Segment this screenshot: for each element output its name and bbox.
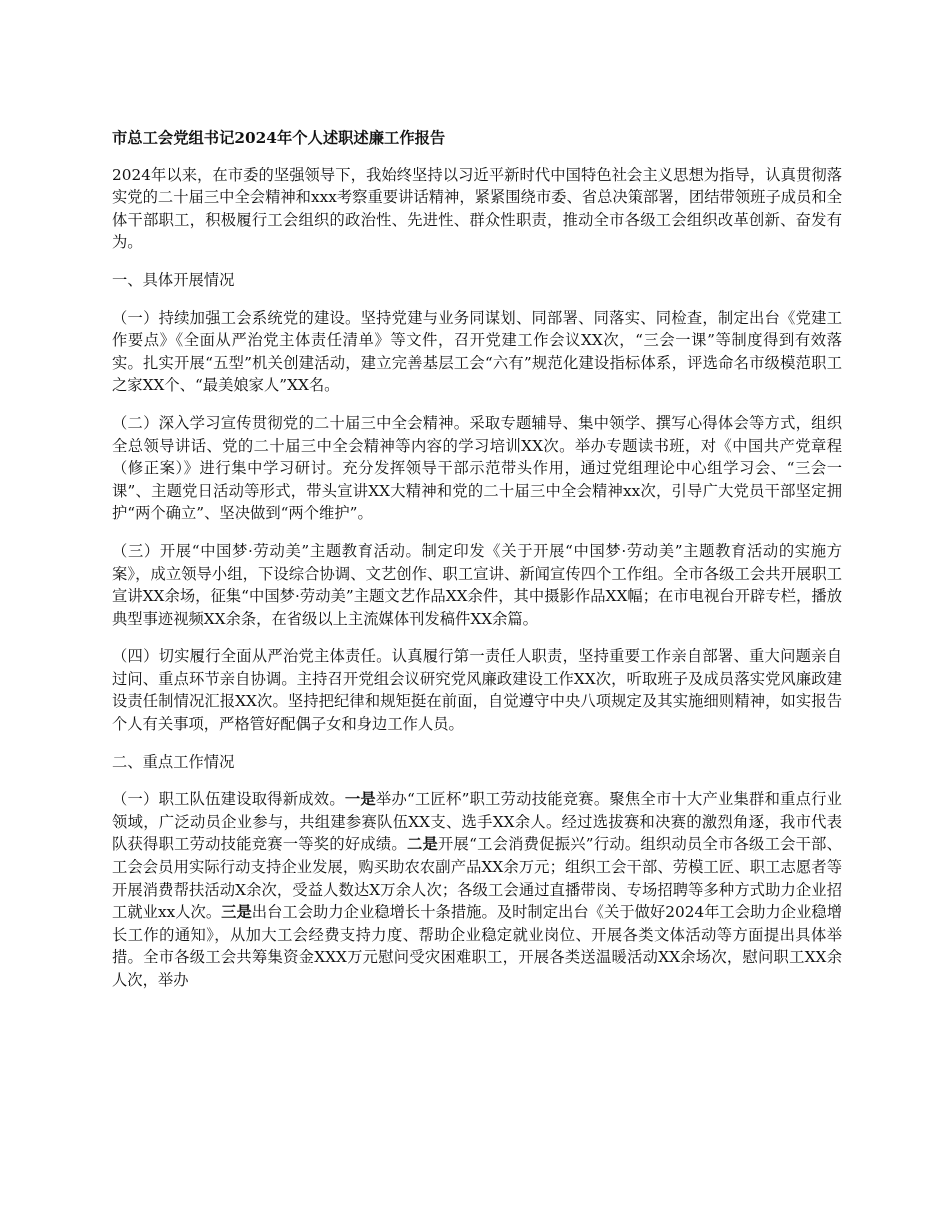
paragraph-1-4: （四）切实履行全面从严治党主体责任。认真履行第一责任人职责，坚持重要工作亲自部署、重大问题亲自过问、重点环节亲自协调。主持召开党组会议研究党风廉政建设工作XX次，听取班子及成员落实党风廉政建设责任制情况汇报XX次。坚持把纪律和规矩挺在前面，自觉遵守中央八项规定及其实施细则精神，如实报告个人有关事项，严格管好配偶子女和身边工作人员。 — [112, 647, 842, 734]
paragraph-1-2: （二）深入学习宣传贯彻党的二十届三中全会精神。采取专题辅导、集中领学、撰写心得体会等方式，组织全总领导讲话、党的二十届三中全会精神等内容的学习培训XX次。举办专题读书班，对《中国共产党章程（修正案）》进行集中学习研讨。充分发挥领导干部示范带头作用，通过党组理论中心组学习会、“三会一课”、主题党日活动等形式，带头宣讲XX大精神和党的二十届三中全会精神xx次，引导广大党员干部坚定拥护“两个确立”、坚决做到“两个维护”。 — [112, 413, 842, 523]
paragraph-1-3: （三）开展“中国梦·劳动美”主题教育活动。制定印发《关于开展“中国梦·劳动美”主题教育活动的实施方案》，成立领导小组，下设综合协调、文艺创作、职工宣讲、新闻宣传四个工作组。全市各级工会共开展职工宣讲XX余场，征集“中国梦·劳动美”主题文艺作品XX余件，其中摄影作品XX幅；在市电视台开辟专栏，播放典型事迹视频XX余条，在省级以上主流媒体刊发稿件XX余篇。 — [112, 541, 842, 628]
paragraph-2-1-intro: （一）职工队伍建设取得新成效。 — [112, 790, 345, 809]
point-marker-2: 二是 — [406, 835, 439, 854]
point-text-3: 出台工会助力企业稳增长十条措施。及时制定出台《关于做好2024年工会助力企业稳增长工作的通知》，从加大工会经费支持力度、帮助企业稳定就业岗位、开展各类文体活动等方面提出具体举措。全市各级工会共筹集资金XXX万元慰问受灾困难职工，开展各类送温暖活动XX余场次，慰问职工XX余人次，举办 — [112, 903, 842, 989]
section-heading-2: 二、重点工作情况 — [112, 752, 235, 771]
point-text-2: 开展“工会消费促振兴”行动。组织动员全市各级工会干部、工会会员用实际行动支持企业发展，购买助农农副产品XX余万元；组织工会干部、劳模工匠、职工志愿者等开展消费帮扶活动X余次，受益人数达X万余人次；各级工会通过直播带岗、专场招聘等多种方式助力企业招工就业xx人次。 — [112, 835, 842, 922]
document-title: 市总工会党组书记2024年个人述职述廉工作报告 — [112, 129, 446, 147]
document — [112, 127, 842, 992]
paragraph-1-1: （一）持续加强工会系统党的建设。坚持党建与业务同谋划、同部署、同落实、同检查，制定出台《党建工作要点》《全面从严治党主体责任清单》等文件，召开党建工作会议XX次，“三会一课”等制度得到有效落实。扎实开展“五型”机关创建活动，建立完善基层工会“六有”规范化建设指标体系，评选命名市级模范职工之家XX个、“最美娘家人”XX名。 — [112, 308, 842, 395]
section-heading-1: 一、具体开展情况 — [112, 270, 235, 289]
paragraph-2-1 — [112, 788, 842, 991]
point-marker-1: 一是 — [344, 790, 376, 809]
point-marker-3: 三是 — [221, 903, 252, 922]
intro-paragraph: 2024年以来，在市委的坚强领导下，我始终坚持以习近平新时代中国特色社会主义思想为指导，认真贯彻落实党的二十届三中全会精神和xxx考察重要讲话精神，紧紧围绕市委、省总决策部署，团结带领班子成员和全体干部职工，积极履行工会组织的政治性、先进性、群众性职责，推动全市各级工会组织改革创新、奋发有为。 — [112, 165, 842, 252]
point-text-1: 举办“工匠杯”职工劳动技能竞赛。聚焦全市十大产业集群和重点行业领域，广泛动员企业参与，共组建参赛队伍XX支、选手XX余人。经过选拔赛和决赛的激烈角逐，我市代表队获得职工劳动技能竞赛一等奖的好成绩。 — [112, 790, 842, 854]
